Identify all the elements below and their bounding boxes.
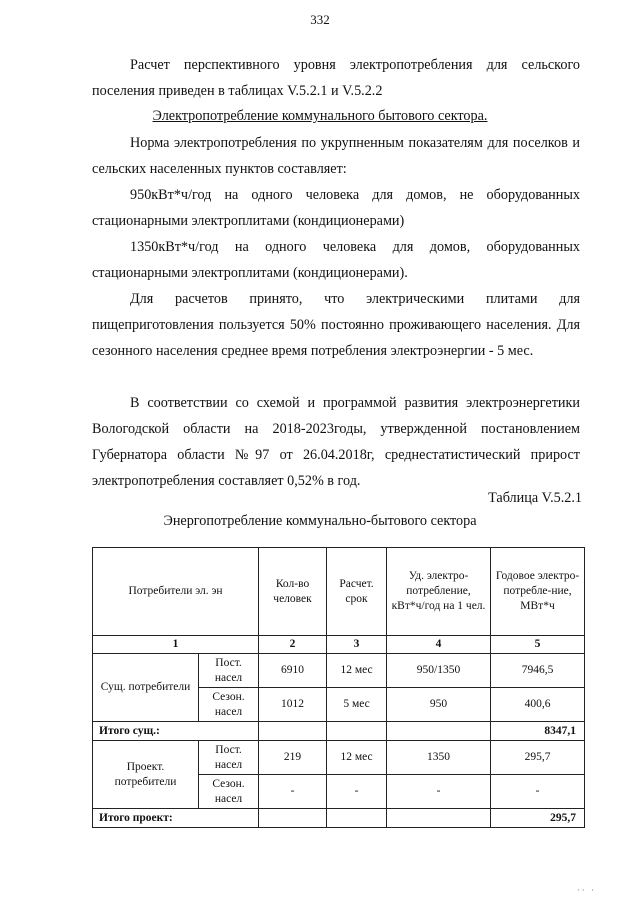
- column-number: 2: [259, 636, 327, 654]
- empty-cell: [327, 809, 387, 828]
- cell-period: 12 мес: [327, 654, 387, 688]
- intro-paragraph: Расчет перспективного уровня электропотребления для сельского поселения приведен в таблицах V.5.2.1 и V.5.2.2: [92, 57, 580, 99]
- section-heading: Электропотребление коммунального бытового сектора.: [152, 108, 488, 124]
- scan-mark: ·· ·: [576, 885, 596, 895]
- header-people: Кол-во человек: [259, 548, 327, 636]
- cell-period: -: [327, 775, 387, 809]
- table-row: [93, 654, 585, 688]
- empty-cell: [387, 809, 491, 828]
- cell-annual: 295,7: [491, 741, 585, 775]
- total-existing-row: [93, 722, 585, 741]
- growth-paragraph: В соответствии со схемой и программой развития электроэнергетики Вологодской области на 2018-2023годы, утвержденной постановлением Губернатора области №97 от 26.04.2018г, среднестатистический прирост электропотребления составляет 0,52% в год.: [92, 395, 580, 489]
- column-number: 5: [491, 636, 585, 654]
- cell-annual: 400,6: [491, 688, 585, 722]
- column-number: 4: [387, 636, 491, 654]
- empty-cell: [259, 722, 327, 741]
- cell-people: 219: [259, 741, 327, 775]
- total-projected-value: 295,7: [491, 809, 585, 828]
- population-type: Сезон. насел: [199, 775, 259, 809]
- header-specific: Уд. электро-потребление, кВт*ч/год на 1 чел.: [387, 548, 491, 636]
- norm-paragraph: Норма электропотребления по укрупненным показателям для поселков и сельских населенных пунктов составляет:: [92, 135, 580, 177]
- header-consumers: Потребители эл. эн: [93, 548, 259, 636]
- total-projected-label: Итого проект:: [93, 809, 259, 828]
- total-existing-label: Итого сущ.:: [93, 722, 259, 741]
- cell-period: 5 мес: [327, 688, 387, 722]
- table-row: [93, 741, 585, 775]
- cell-specific: -: [387, 775, 491, 809]
- cell-annual: 7946,5: [491, 654, 585, 688]
- cell-people: 6910: [259, 654, 327, 688]
- total-existing-value: 8347,1: [491, 722, 585, 741]
- column-number: 3: [327, 636, 387, 654]
- column-number-row: [93, 636, 585, 654]
- cell-specific: 1350: [387, 741, 491, 775]
- table-header-row: [93, 548, 585, 636]
- population-type: Пост. насел: [199, 741, 259, 775]
- cell-people: 1012: [259, 688, 327, 722]
- cell-period: 12 мес: [327, 741, 387, 775]
- cell-specific: 950/1350: [387, 654, 491, 688]
- page-number: 332: [310, 12, 330, 27]
- header-period: Расчет. срок: [327, 548, 387, 636]
- population-type: Пост. насел: [199, 654, 259, 688]
- total-projected-row: [93, 809, 585, 828]
- empty-cell: [259, 809, 327, 828]
- header-annual: Годовое электро-потребле-ние, МВт*ч: [491, 548, 585, 636]
- assumption-paragraph: Для расчетов принято, что электрическими плитами для пищеприготовления пользуется 50% постоянно проживающего населения. Для сезонного населения среднее время потребления электроэнергии - 5 мес.: [92, 291, 580, 359]
- empty-cell: [327, 722, 387, 741]
- cell-specific: 950: [387, 688, 491, 722]
- table-label: Таблица V.5.2.1: [488, 490, 582, 506]
- group-projected: Проект. потребители: [93, 741, 199, 809]
- energy-consumption-table: [92, 547, 585, 828]
- empty-cell: [387, 722, 491, 741]
- cell-annual: -: [491, 775, 585, 809]
- column-number: 1: [93, 636, 259, 654]
- rate-paragraph-2: 1350кВт*ч/год на одного человека для домов, оборудованных стационарными электроплитами (кондиционерами).: [92, 239, 580, 281]
- rate-paragraph-1: 950кВт*ч/год на одного человека для домов, не оборудованных стационарными электроплитами (кондиционерами): [92, 187, 580, 229]
- cell-people: -: [259, 775, 327, 809]
- group-existing: Сущ. потребители: [93, 654, 199, 722]
- table-title: Энергопотребление коммунально-бытового сектора: [163, 513, 477, 529]
- population-type: Сезон. насел: [199, 688, 259, 722]
